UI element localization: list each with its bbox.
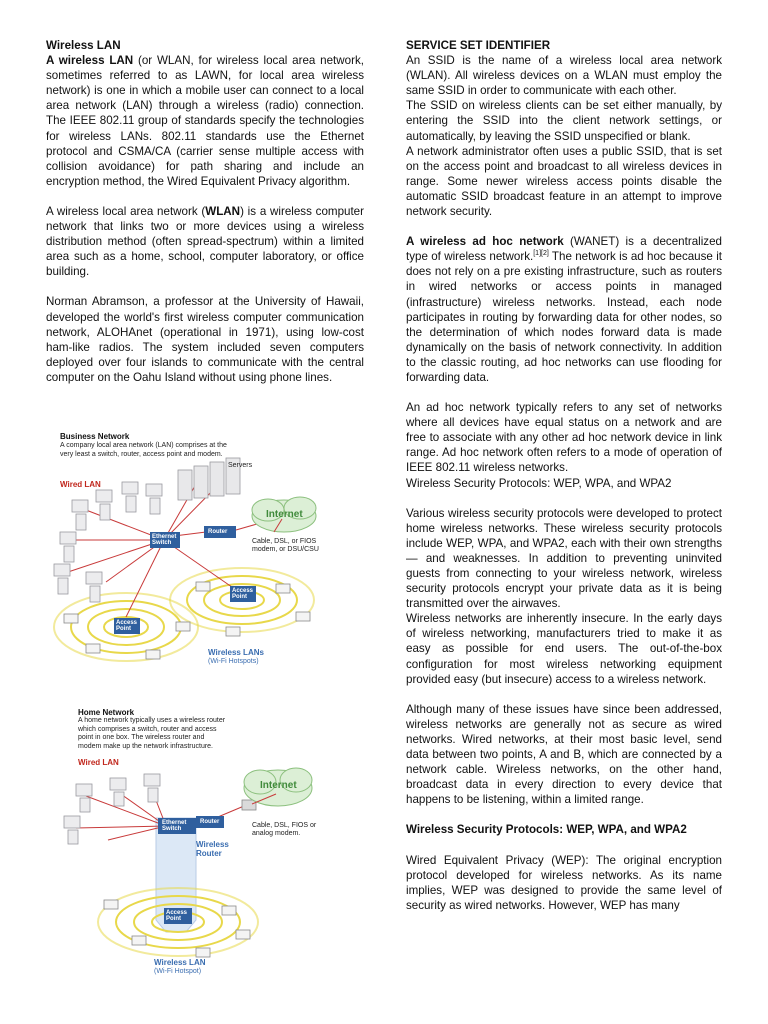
term-wireless-ad-hoc-network: A wireless ad hoc network xyxy=(406,235,564,249)
label-servers: Servers xyxy=(228,462,253,469)
paragraph-text: (WANET) is a decentralized type of wireless network. xyxy=(406,235,723,264)
paragraph-wireless-insecure: Wireless networks are inherently insecure. In the early days of wireless networking, manufacturers tried to make it as easy as possible for end users. The out-of-the-box configuration for most wireless networking equipment provided easy (but insecure) access to a wireless network. xyxy=(406,612,722,686)
right-column xyxy=(406,38,722,913)
label-wifi-hotspot: (Wi-Fi Hotspot) xyxy=(154,968,202,975)
label-ethernet-switch: Ethernet Switch xyxy=(152,534,177,546)
paragraph-ssid-clients: The SSID on wireless clients can be set either manually, by entering the SSID into the client network settings, or automatically, by leaving the SSID unspecified or blank. xyxy=(406,99,722,143)
figure-title-home-network: Home Network xyxy=(78,708,135,717)
left-column xyxy=(46,38,364,385)
label-wifi-hotspots: (Wi-Fi Hotspots) xyxy=(208,658,259,665)
label-router: Router xyxy=(208,529,228,535)
desktop-computers xyxy=(54,482,162,602)
term-wireless-lan: A wireless LAN xyxy=(46,54,134,68)
term-wlan: WLAN xyxy=(205,204,241,218)
label-home-access-point: Access Point xyxy=(166,910,188,922)
paragraph-security-protocols-intro: Various wireless security protocols were developed to protect home wireless networks. These wireless security protocols include WEP, WPA, and WPA2, each with their own strengths — and weaknesses. In addition to preventing uninvited guests from connecting to your wireless network, wireless security protocols encrypt your private data as it is being transmitted over the airwaves. xyxy=(406,506,722,611)
paragraph-adhoc-definition xyxy=(406,234,722,385)
paragraph-wired-vs-wireless: Although many of these issues have since been addressed, wireless networks are generally not as secure as wired networks. Wired networks, at their most basic level, send data between two points, A and B, which are connected by a network cable. Wireless networks, on the other hand, broadcast data in every direction to every device that happens to be listening, within a limited range. xyxy=(406,702,722,807)
business-network-diagram xyxy=(46,422,346,672)
label-access-point-left: Access Point xyxy=(116,620,138,632)
label-wireless-lans: Wireless LANs xyxy=(208,648,264,657)
label-wired-lan: Wired LAN xyxy=(60,480,101,489)
home-network-diagram xyxy=(46,700,346,980)
label-home-ethernet-switch: Ethernet Switch xyxy=(162,820,187,832)
home-modem-device xyxy=(242,800,256,810)
section-title-wireless-lan: Wireless LAN xyxy=(46,39,121,52)
paragraph-alohanet-history: Norman Abramson, a professor at the University of Hawaii, developed the world's first wireless computer communication network, ALOHAnet (operational in 1971), using low-cost ham-like radios. The system included seven computers deployed over four islands to communicate with the central computer on the Oahu Island without using phone lines. xyxy=(46,295,364,384)
figure-note-home: A home network typically uses a wireless router which comprises a switch, router and access point in one box. The wireless router and modem make up the network infrastructure. xyxy=(78,717,226,750)
section-heading-security-protocols: Wireless Security Protocols: WEP, WPA, and WPA2 xyxy=(406,823,687,837)
figure-note-business: A company local area network (LAN) comprises at the very least a switch, router, access point and modem. xyxy=(60,442,227,458)
label-wireless-lan: Wireless LAN xyxy=(154,958,206,967)
label-home-router: Router xyxy=(200,819,220,825)
paragraph-ssid-broadcast: A network administrator often uses a public SSID, that is set on the access point and broadcast to all wireless devices in range. Some newer wireless access points disable the automatic SSID broadcast feature in an attempt to improve network security. xyxy=(406,144,722,219)
paragraph-text: A wireless local area network ( xyxy=(46,204,206,218)
label-home-internet: Internet xyxy=(260,780,297,791)
label-wireless-router: Wireless Router xyxy=(196,840,229,858)
label-internet: Internet xyxy=(266,509,303,520)
paragraph-wep: Wired Equivalent Privacy (WEP): The original encryption protocol developed for wireless networks. As its name implies, WEP was designed to provide the same level of security as wired networks. However, WEP has many xyxy=(406,853,722,912)
paragraph-text: (or WLAN, for wireless local area network, sometimes referred to as LAWN, for local area wireless network) is one in which a mobile user can connect to a local area network (LAN) through a wireless (radio) connection. The IEEE 802.11 group of standards specify the technologies for wireless LANs. 802.11 standards use the Ethernet protocol and CSMA/CA (carrier sense multiple access with collision avoidance) for path sharing and include an encryption method, the Wired Equivalent Privacy algorithm. xyxy=(46,54,364,188)
label-home-wired-lan: Wired LAN xyxy=(78,758,119,767)
paragraph-text: ) is a wireless computer network that links two or more devices using a wireless distribution method (often spread-spectrum) within a limited area such as a home, school, computer laboratory, or office building. xyxy=(46,204,364,279)
figure-title-business-network: Business Network xyxy=(60,432,130,441)
line-security-protocols: Wireless Security Protocols: WEP, WPA, and WPA2 xyxy=(406,476,672,490)
label-home-modem: Cable, DSL, FIOS or analog modem. xyxy=(252,822,317,837)
paragraph-ssid-definition: An SSID is the name of a wireless local area network (WLAN). All wireless devices on a WLAN must employ the same SSID in order to communicate with each other. xyxy=(406,54,722,98)
home-desktop-computers xyxy=(64,774,160,844)
label-access-point-right: Access Point xyxy=(232,588,254,600)
label-modem: Cable, DSL, or FIOS modem, or DSU/CSU xyxy=(252,538,319,553)
paragraph-adhoc-mode: An ad hoc network typically refers to any set of networks where all devices have equal status on a network and are free to associate with any other ad hoc network device in link range. Ad hoc network often refers to a mode of operation of IEEE 802.11 wireless networks. xyxy=(406,401,722,475)
paragraph-wireless-lan-intro xyxy=(46,53,364,189)
paragraph-wlan-definition xyxy=(46,204,364,279)
paragraph-text: The network is ad hoc because it does not rely on a pre existing infrastructure, such as routers in wired networks or access points in managed (infrastructure) wireless networks. Instead, each node participates in routing by forwarding data for other nodes, so the determination of which nodes forward data is made dynamically on the basis of network connectivity. In addition to the classic routing, ad hoc networks can use flooding for forwarding data. xyxy=(406,250,722,384)
citation-marks: [1][2] xyxy=(533,250,549,258)
section-title-ssid: SERVICE SET IDENTIFIER xyxy=(406,39,551,52)
